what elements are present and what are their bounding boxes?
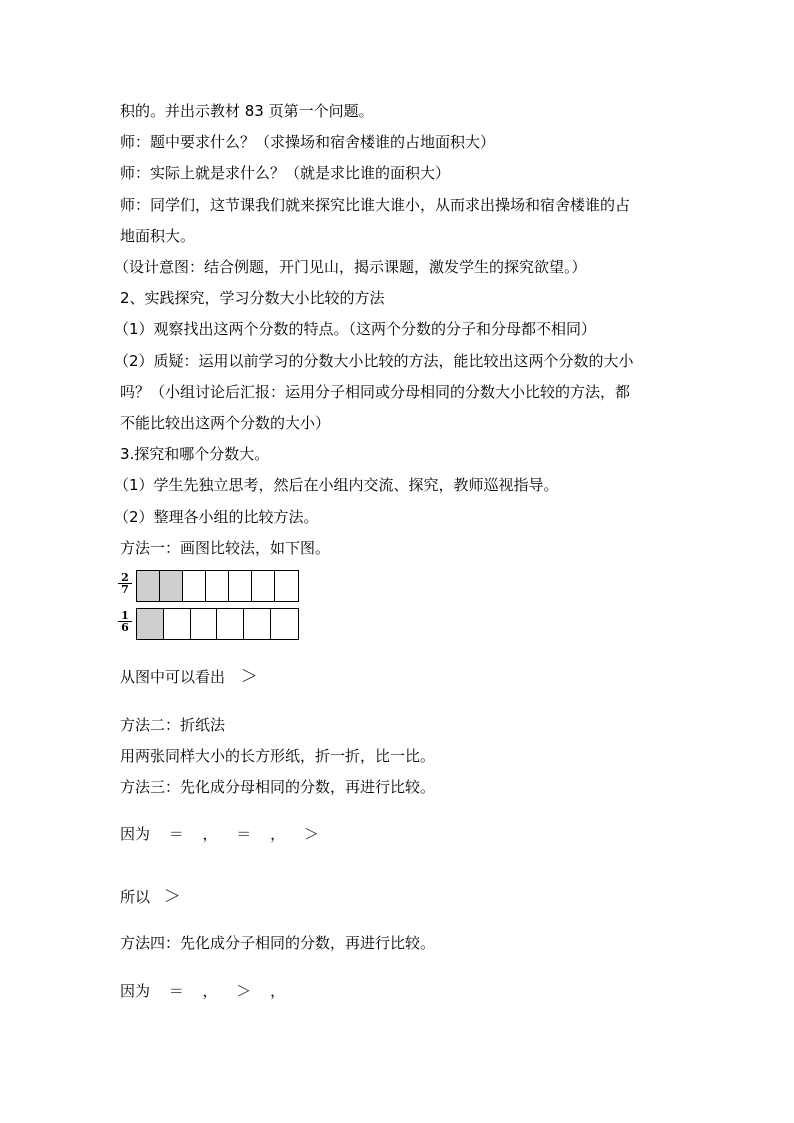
text-line: （设计意图：结合例题，开门见山，揭示课题，激发学生的探究欲望。）: [114, 258, 587, 276]
text-line: （2）质疑：运用以前学习的分数大小比较的方法，能比较出这两个分数的大小: [114, 352, 634, 370]
empty-cell: [206, 571, 229, 601]
greater-than-symbol: ＞: [163, 887, 181, 907]
shaded-cell: [137, 609, 164, 639]
shaded-cell: [137, 571, 160, 601]
text-line: 方法四：先化成分子相同的分数，再进行比较。: [120, 934, 436, 952]
section-heading: 2、实践探究，学习分数大小比较的方法: [120, 289, 385, 307]
text-line: （1）学生先独立思考，然后在小组内交流、探究，教师巡视指导。: [114, 476, 559, 494]
shaded-cell: [160, 571, 183, 601]
text-line: 地面积大。: [120, 227, 196, 245]
text-line: 因为 ＝ ， ＝ ， ＞: [120, 825, 319, 843]
text-line: 方法一：画图比较法，如下图。: [120, 539, 331, 557]
text-line: 方法二：折纸法: [120, 716, 226, 734]
text-line: （2）整理各小组的比较方法。: [114, 508, 319, 526]
text-line: 师：同学们，这节课我们就来探究比谁大谁小，从而求出操场和宿舍楼谁的占: [120, 196, 631, 214]
text-line: （1）观察找出这两个分数的特点。（这两个分数的分子和分母都不相同）: [114, 320, 597, 338]
fraction-label-row1: [118, 572, 132, 595]
text-line: 用两张同样大小的长方形纸，折一折，比一比。: [120, 747, 436, 765]
empty-cell: [229, 571, 252, 601]
fraction-bar-row2: [136, 608, 299, 640]
greater-than-symbol: ＞: [240, 667, 258, 687]
text-line: 不能比较出这两个分数的大小）: [120, 414, 331, 432]
text-line: [120, 886, 181, 908]
text-line: 积的。并出示教材 83 页第一个问题。: [120, 102, 374, 120]
text-line: 师：题中要求什么？（求操场和宿舍楼谁的占地面积大）: [120, 133, 496, 151]
fraction-denominator: 6: [121, 621, 129, 634]
empty-cell: [191, 609, 218, 639]
text-line: 吗？（小组讨论后汇报：运用分子相同或分母相同的分数大小比较的方法，都: [120, 383, 631, 401]
empty-cell: [244, 609, 271, 639]
fraction-denominator: 7: [121, 583, 129, 596]
empty-cell: [271, 609, 298, 639]
text-line: 师：实际上就是求什么？（就是求比谁的面积大）: [120, 164, 451, 182]
section-heading: 3.探究和哪个分数大。: [120, 445, 270, 463]
empty-cell: [164, 609, 191, 639]
fraction-numerator: 1: [118, 610, 132, 622]
empty-cell: [183, 571, 206, 601]
text-span: 从图中可以看出: [120, 668, 226, 686]
empty-cell: [275, 571, 298, 601]
fraction-numerator: 2: [118, 572, 132, 584]
text-line: 方法三：先化成分母相同的分数，再进行比较。: [120, 778, 436, 796]
text-line: [120, 666, 258, 688]
text-line: 因为 ＝ ， ＞ ，: [120, 982, 286, 1000]
text-span: 所以: [120, 888, 151, 906]
empty-cell: [217, 609, 244, 639]
fraction-bar-row1: [136, 570, 299, 602]
fraction-label-row2: [118, 610, 132, 633]
empty-cell: [252, 571, 275, 601]
